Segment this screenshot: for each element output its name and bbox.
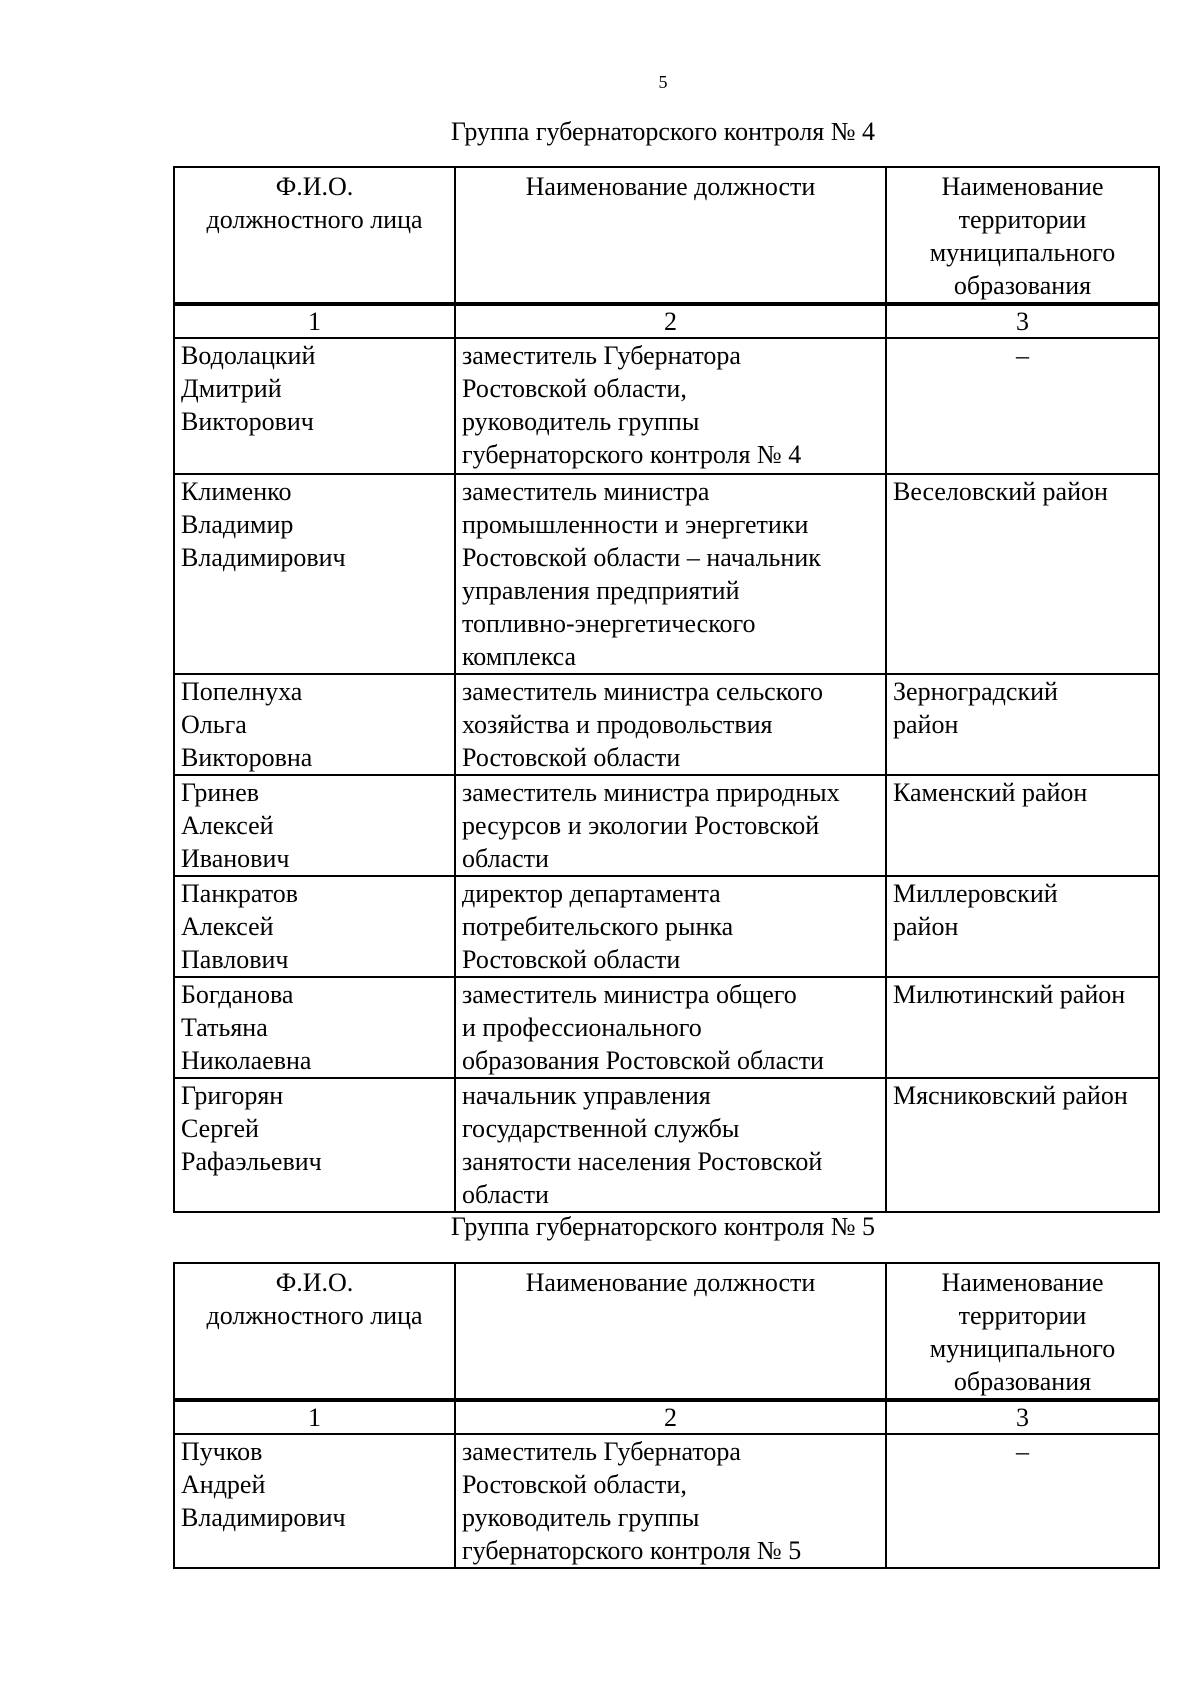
official-name: Богданова Татьяна Николаевна [174,977,455,1078]
official-position: заместитель министра природных ресурсов и экологии Ростовской области [455,775,886,876]
table-row [174,775,1159,876]
table-row [174,876,1159,977]
official-name: Панкратов Алексей Павлович [174,876,455,977]
group-5-title: Группа губернаторского контроля № 5 [450,1212,876,1241]
territory: Веселовский район [886,474,1159,674]
territory: Каменский район [886,775,1159,876]
official-name: Григорян Сергей Рафаэльевич [174,1078,455,1212]
official-name: Попелнуха Ольга Викторовна [174,674,455,775]
table-row [174,674,1159,775]
header-territory: Наименование территории муниципального образования [886,167,1159,304]
table-row [174,338,1159,474]
territory: Зерноградский район [886,674,1159,775]
official-name: Водолацкий Дмитрий Викторович [174,338,455,474]
header-territory: Наименование территории муниципального образования [886,1263,1159,1400]
header-position: Наименование должности [455,1263,886,1400]
header-name: Ф.И.О. должностного лица [174,167,455,304]
column-number: 1 [174,304,455,338]
group-4-table [173,166,1160,1213]
territory: Мясниковский район [886,1078,1159,1212]
official-position: заместитель министра общего и профессионального образования Ростовской области [455,977,886,1078]
official-name: Клименко Владимир Владимирович [174,474,455,674]
official-position: заместитель Губернатора Ростовской области, руководитель группы губернаторского контроля № 5 [455,1434,886,1568]
column-number-row [174,1400,1159,1434]
table-row [174,1434,1159,1568]
table-header-row [174,1263,1159,1400]
header-position: Наименование должности [455,167,886,304]
official-position: начальник управления государственной службы занятости населения Ростовской области [455,1078,886,1212]
column-number: 3 [886,1400,1159,1434]
official-position: заместитель Губернатора Ростовской области, руководитель группы губернаторского контроля № 4 [455,338,886,474]
table-row [174,977,1159,1078]
table-row [174,474,1159,674]
column-number: 2 [455,304,886,338]
territory: – [886,1434,1159,1568]
territory: Милютинский район [886,977,1159,1078]
official-name: Гринев Алексей Иванович [174,775,455,876]
table-header-row [174,167,1159,304]
territory: – [886,338,1159,474]
official-position: заместитель министра сельского хозяйства и продовольствия Ростовской области [455,674,886,775]
territory: Миллеровский район [886,876,1159,977]
column-number: 2 [455,1400,886,1434]
official-name: Пучков Андрей Владимирович [174,1434,455,1568]
group-5-table [173,1262,1160,1569]
table-row [174,1078,1159,1212]
official-position: заместитель министра промышленности и энергетики Ростовской области – начальник управления предприятий топливно-энергетического комплекса [455,474,886,674]
group-4-title: Группа губернаторского контроля № 4 [450,117,876,146]
column-number: 3 [886,304,1159,338]
page-number: 5 [658,72,668,92]
header-name: Ф.И.О. должностного лица [174,1263,455,1400]
column-number: 1 [174,1400,455,1434]
official-position: директор департамента потребительского рынка Ростовской области [455,876,886,977]
column-number-row [174,304,1159,338]
